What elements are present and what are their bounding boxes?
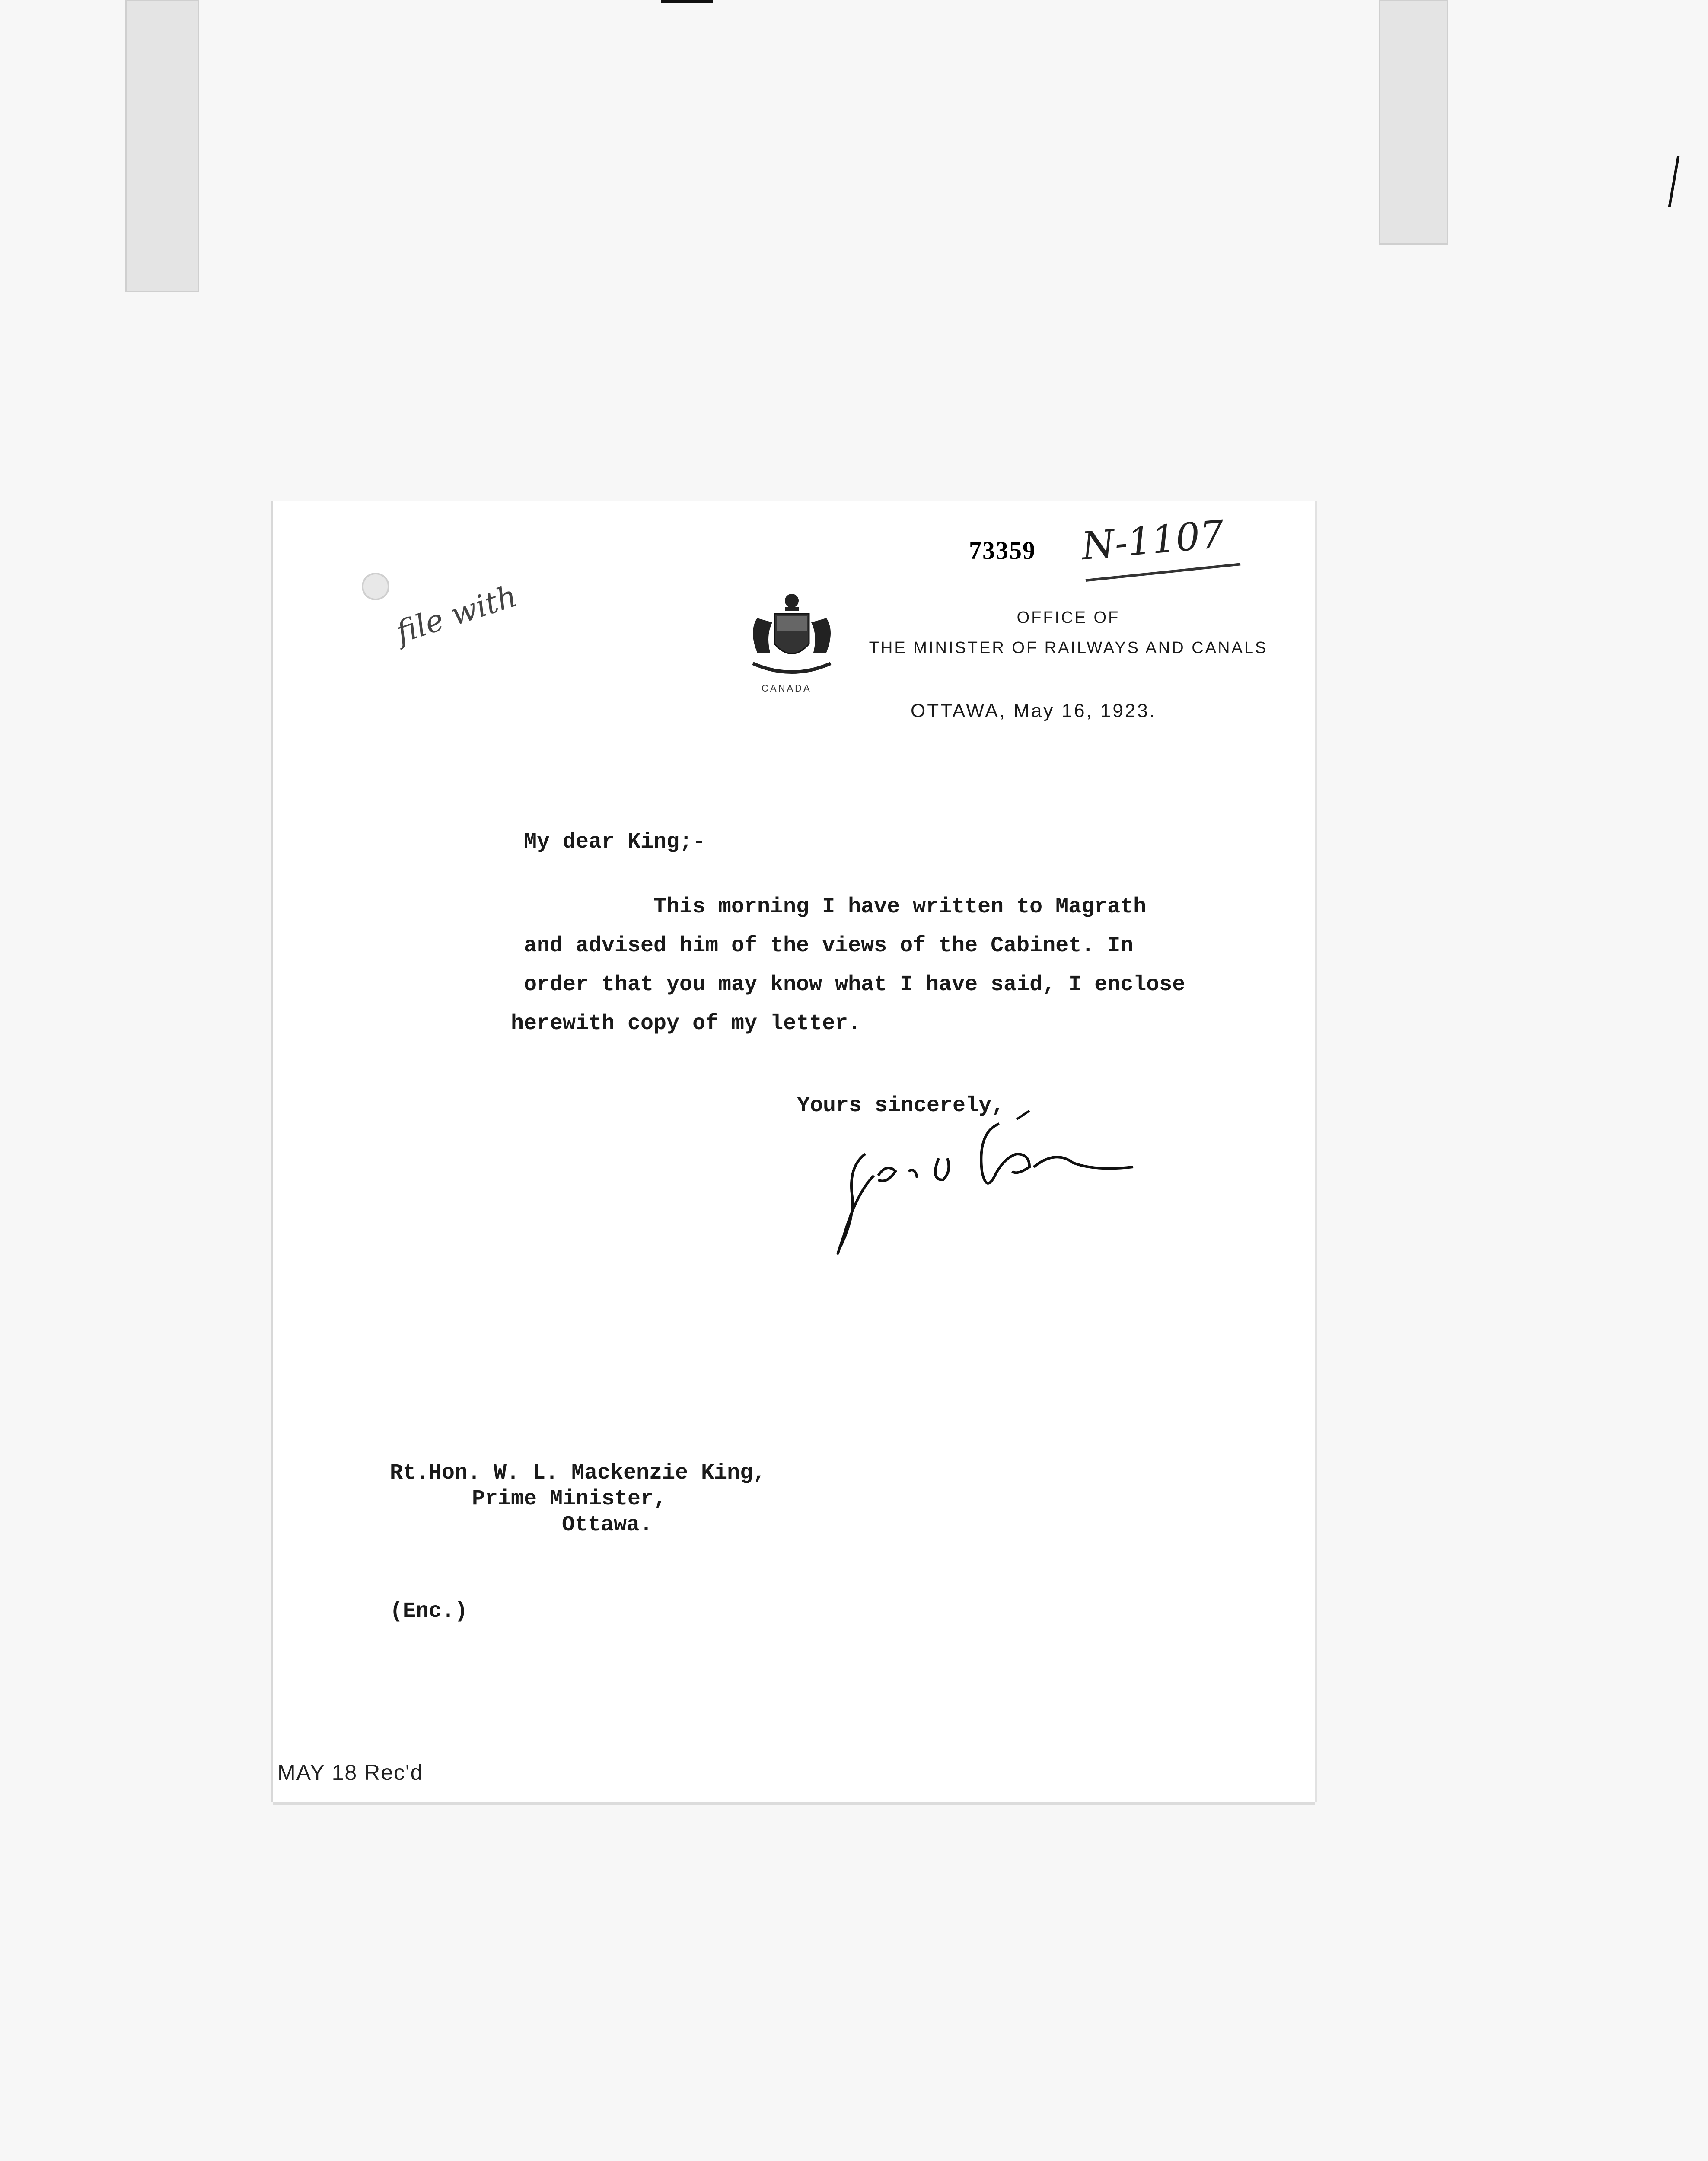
file-reference: N-1107 (1080, 511, 1226, 569)
addressee-title: Prime Minister, (472, 1487, 667, 1511)
handwritten-margin-note: file with (392, 578, 521, 650)
body-line: herewith copy of my letter. (511, 1011, 861, 1036)
body-line: order that you may know what I have said, I enclose (524, 972, 1185, 997)
letter-date: OTTAWA, May 16, 1923. (911, 700, 1157, 721)
addressee-city: Ottawa. (562, 1513, 653, 1537)
body-line: This morning I have written to Magrath (653, 895, 1147, 919)
letter-page (273, 501, 1315, 1802)
letterhead-office: OFFICE OF (1017, 609, 1120, 627)
document-number: 73359 (969, 536, 1036, 564)
crest-caption: CANADA (762, 683, 812, 694)
handwritten-signature (813, 1106, 1159, 1279)
film-edge-mark (1668, 156, 1680, 207)
enclosure-note: (Enc.) (390, 1599, 468, 1624)
film-edge-mark (661, 0, 713, 3)
mounting-tape (125, 0, 199, 292)
letterhead-ministry: THE MINISTER OF RAILWAYS AND CANALS (869, 639, 1268, 657)
addressee-name: Rt.Hon. W. L. Mackenzie King, (390, 1461, 766, 1485)
received-stamp: MAY 18 Rec'd (277, 1760, 424, 1785)
salutation: My dear King;- (524, 830, 706, 854)
mounting-tape (1379, 0, 1448, 245)
body-line: and advised him of the views of the Cabinet. In (524, 934, 1134, 958)
closing: Yours sincerely, (797, 1093, 1005, 1118)
punch-hole (362, 573, 389, 600)
